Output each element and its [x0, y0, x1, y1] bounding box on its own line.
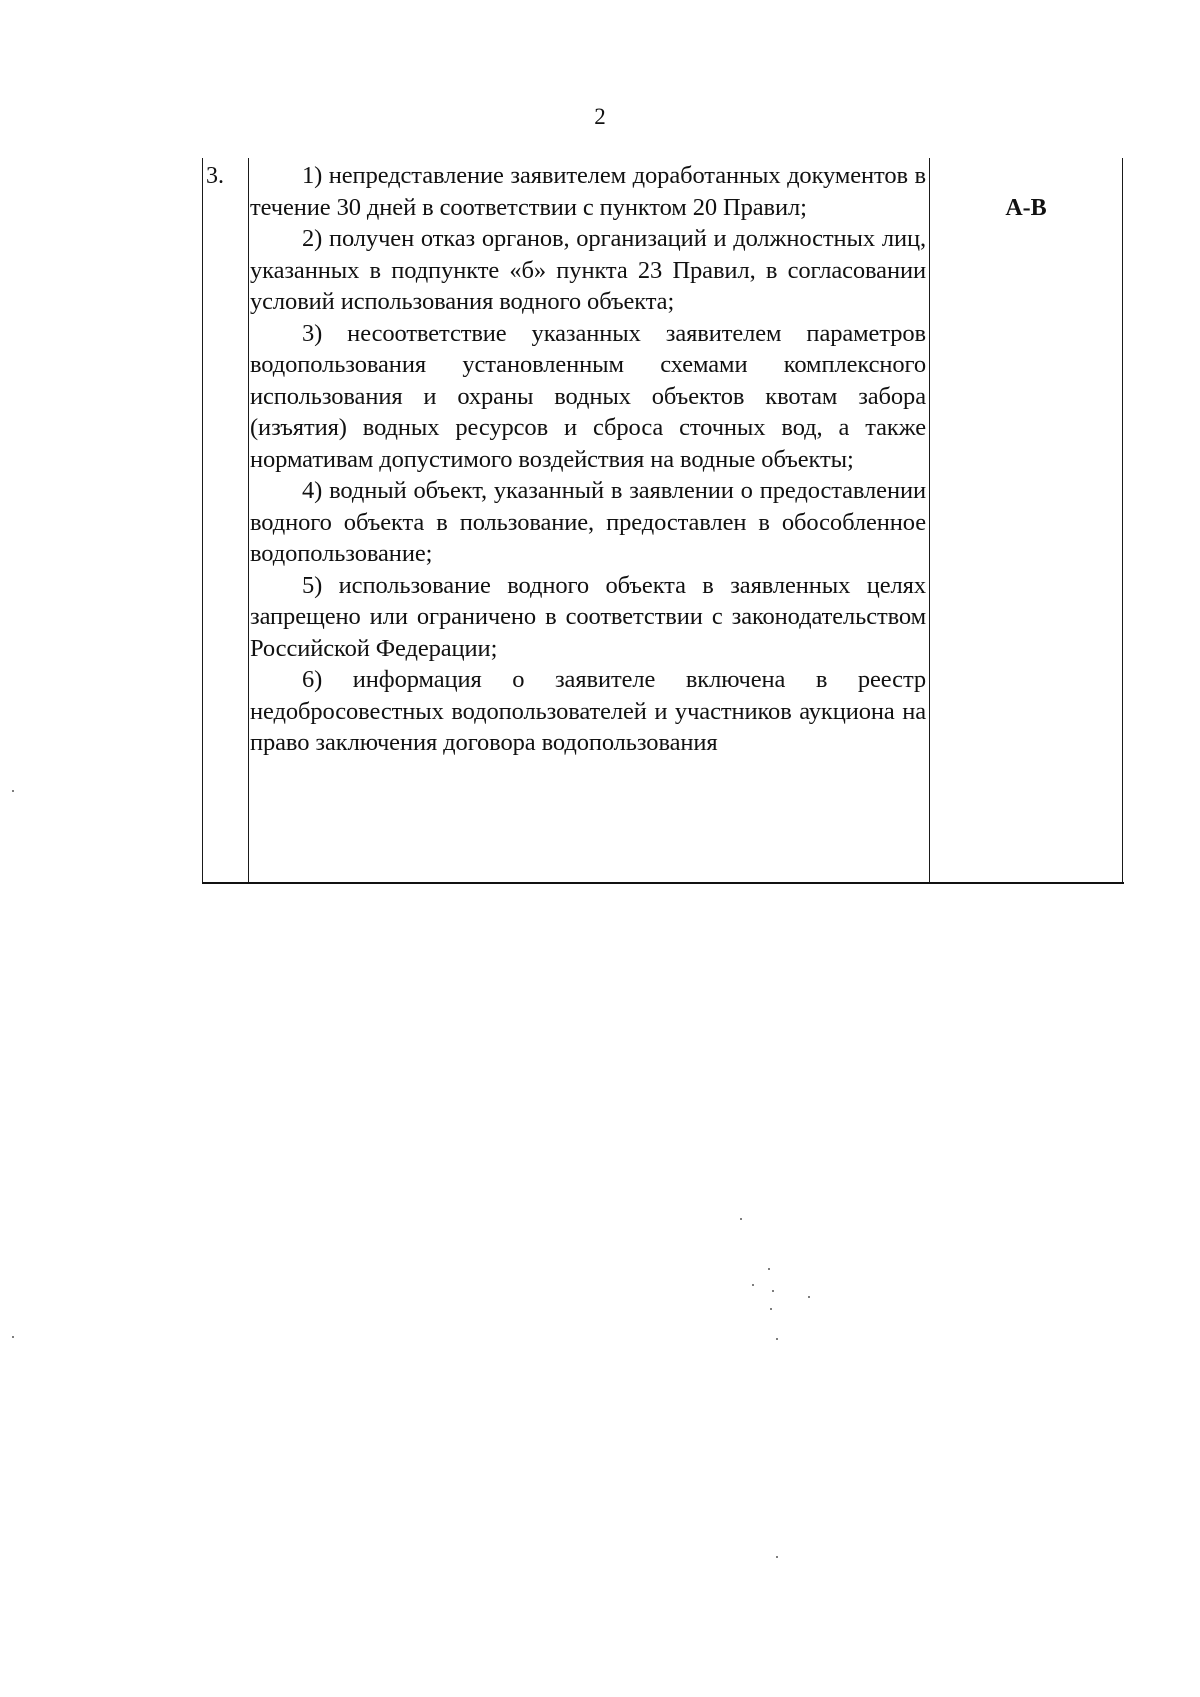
conditions-table: [202, 158, 1124, 884]
table-column-divider-2: [929, 158, 930, 884]
condition-item-1: 1) непредставление заявителем доработанных документов в течение 30 дней в соответствии с пунктом 20 Правил;: [250, 162, 926, 221]
page-number: 2: [594, 104, 606, 129]
condition-item-2: 2) получен отказ органов, организаций и должностных лиц, указанных в подпункте «б» пункта 23 Правил, в согласовании условий использования водного объекта;: [250, 225, 926, 315]
category-cell: А-В: [1005, 195, 1047, 221]
scan-speck: [12, 1336, 14, 1338]
condition-item-3: 3) несоответствие указанных заявителем параметров водопользования установленным схемами комплексного использования и охраны водных объектов квотам забора (изъятия) водных ресурсов и сброса сточных вод, а также нормативам допустимого воздействия на водные объекты;: [250, 319, 926, 473]
scan-speck: [12, 790, 14, 792]
scan-speck: [770, 1308, 772, 1310]
condition-item-5: 5) использование водного объекта в заявленных целях запрещено или ограничено в соответствии с законодательством Российской Федерации;: [250, 571, 926, 662]
scan-speck: [808, 1296, 810, 1298]
table-border-bottom: [202, 882, 1124, 884]
scan-speck: [772, 1290, 774, 1292]
scan-speck: [752, 1284, 754, 1286]
table-border-left: [202, 158, 203, 884]
row-number: 3.: [206, 163, 224, 189]
table-border-right: [1122, 158, 1123, 884]
conditions-cell: [250, 160, 926, 759]
scan-speck: [740, 1218, 742, 1220]
scan-speck: [776, 1556, 778, 1558]
condition-item-4: 4) водный объект, указанный в заявлении о предоставлении водного объекта в пользование, предоставлен в обособленное водопользование;: [250, 477, 926, 567]
scan-speck: [768, 1268, 770, 1270]
table-column-divider-1: [248, 158, 249, 884]
condition-item-6: 6) информация о заявителе включена в реестр недобросовестных водопользователей и участников аукциона на право заключения договора водопользования: [250, 666, 926, 756]
scan-speck: [776, 1338, 778, 1340]
